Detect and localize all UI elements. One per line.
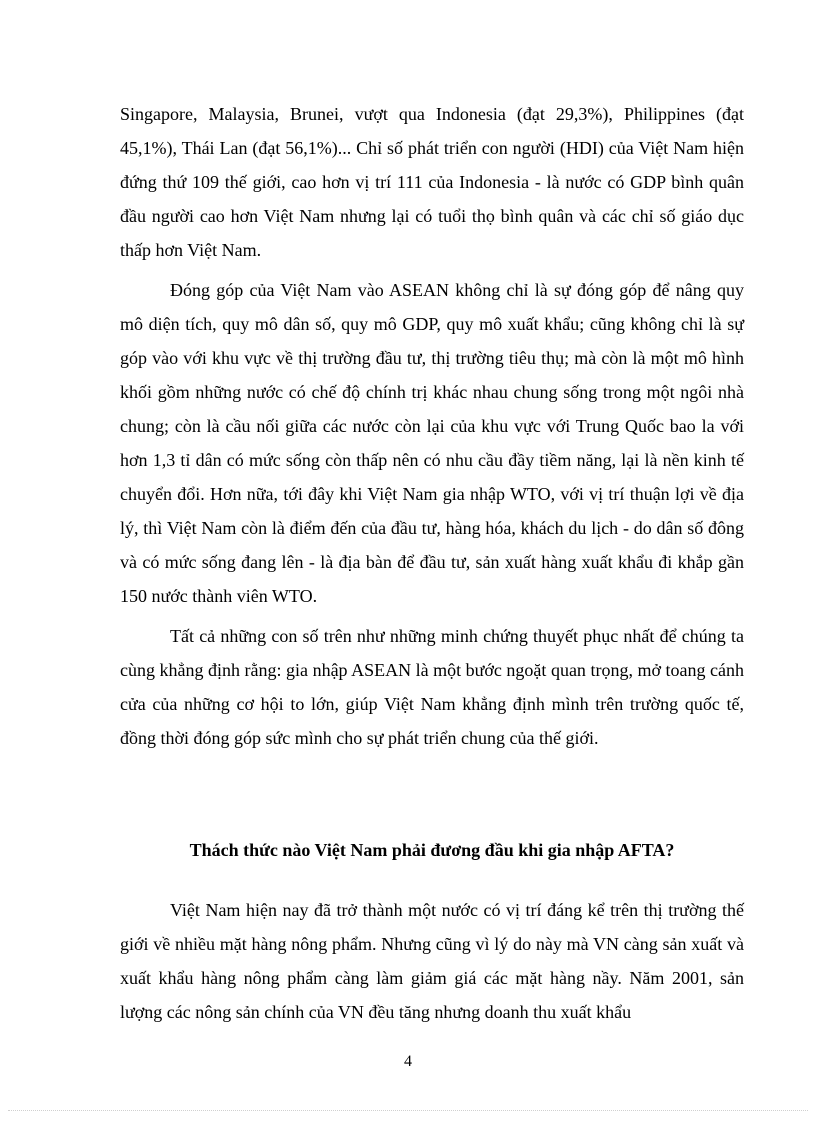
paragraph-afta-challenges: Việt Nam hiện nay đã trở thành một nước có vị trí đáng kể trên thị trường thế giới về nhiều mặt hàng nông phẩm. Nhưng cũng vì lý do này mà VN càng sản xuất và xuất khẩu hàng nông phẩm càng làm giảm giá các mặt hàng nầy. Năm 2001, sản lượng các nông sản chính của VN đều tăng nhưng doanh thu xuất khẩu [120,900,744,1022]
page-number: 4 [404,1053,412,1070]
document-body [120,97,744,1029]
section-heading: Thách thức nào Việt Nam phải đương đầu khi gia nhập AFTA? [189,840,675,860]
paragraph-hdi-comparison: Singapore, Malaysia, Brunei, vượt qua Indonesia (đạt 29,3%), Philippines (đạt 45,1%), Thái Lan (đạt 56,1%)... Chỉ số phát triển con người (HDI) của Việt Nam hiện đứng thứ 109 thế giới, cao hơn vị trí 111 của Indonesia - là nước có GDP bình quân đầu người cao hơn Việt Nam nhưng lại có tuổi thọ bình quân và các chỉ số giáo dục thấp hơn Việt Nam. [120,104,744,260]
paragraph-vietnam-contribution: Đóng góp của Việt Nam vào ASEAN không chỉ là sự đóng góp để nâng quy mô diện tích, quy mô dân số, quy mô GDP, quy mô xuất khẩu; cũng không chỉ là sự góp vào với khu vực về thị trường đầu tư, thị trường tiêu thụ; mà còn là một mô hình khối gồm những nước có chế độ chính trị khác nhau chung sống trong một ngôi nhà chung; còn là cầu nối giữa các nước còn lại của khu vực với Trung Quốc bao la với hơn 1,3 tỉ dân có mức sống còn thấp nên có nhu cầu đầy tiềm năng, lại là nền kinh tế chuyển đổi. Hơn nữa, tới đây khi Việt Nam gia nhập WTO, với vị trí thuận lợi về địa lý, thì Việt Nam còn là điểm đến của đầu tư, hàng hóa, khách du lịch - do dân số đông và có mức sống đang lên - là địa bàn để đầu tư, sản xuất hàng xuất khẩu đi khắp gần 150 nước thành viên WTO. [120,280,744,606]
paragraph-conclusion: Tất cả những con số trên như những minh chứng thuyết phục nhất để chúng ta cùng khẳng định rằng: gia nhập ASEAN là một bước ngoặt quan trọng, mở toang cánh cửa của những cơ hội to lớn, giúp Việt Nam khẳng định mình trên trường quốc tế, đồng thời đóng góp sức mình cho sự phát triển chung của thế giới. [120,626,744,748]
page-bottom-border [8,1110,808,1111]
